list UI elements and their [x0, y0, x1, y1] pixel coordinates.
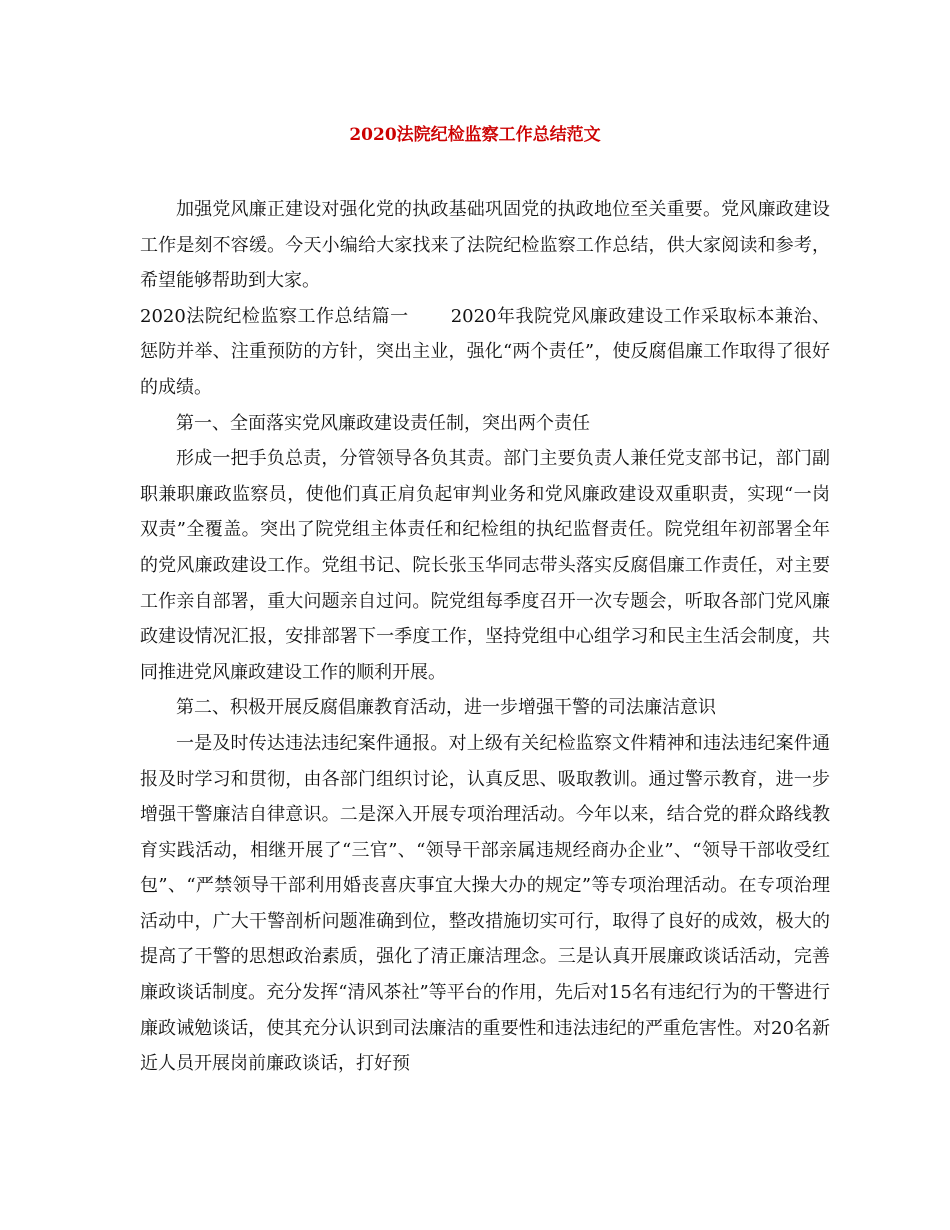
document-body	[140, 192, 830, 1082]
section2-paragraph: 一是及时传达违法违纪案件通报。对上级有关纪检监察文件精神和违法违纪案件通报及时学习和贯彻，由各部门组织讨论，认真反思、吸取教训。通过警示教育，进一步增强干警廉洁自律意识。二是深入开展专项治理活动。今年以来，结合党的群众路线教育实践活动，相继开展了“三官”、“领导干部亲属违规经商办企业”、“领导干部收受红包”、“严禁领导干部利用婚丧喜庆事宜大操大办的规定”等专项治理活动。在专项治理活动中，广大干警剖析问题准确到位，整改措施切实可行，取得了良好的成效，极大的提高了干警的思想政治素质，强化了清正廉洁理念。三是认真开展廉政谈话活动，完善廉政谈话制度。充分发挥“清风茶社”等平台的作用，先后对15名有违纪行为的干警进行廉政诫勉谈话，使其充分认识到司法廉洁的重要性和违法违纪的严重危害性。对20名新近人员开展岗前廉政谈话，打好预	[140, 732, 830, 1075]
part-paragraph	[140, 299, 830, 406]
section1-paragraph: 形成一把手负总责，分管领导各负其责。部门主要负责人兼任党支部书记，部门副职兼职廉政监察员，使他们真正肩负起审判业务和党风廉政建设双重职责，实现“一岗双责”全覆盖。突出了院党组主体责任和纪检组的执纪监督责任。院党组年初部署全年的党风廉政建设工作。党组书记、院长张玉华同志带头落实反腐倡廉工作责任，对主要工作亲自部署，重大问题亲自过问。院党组每季度召开一次专题会，听取各部门党风廉政建设情况汇报，安排部署下一季度工作，坚持党组中心组学习和民主生活会制度，共同推进党风廉政建设工作的顺利开展。	[140, 448, 830, 683]
part-first-paragraph: 2020年我院党风廉政建设工作采取标本兼治、惩防并举、注重预防的方针，突出主业，强化“两个责任”，使反腐倡廉工作取得了很好的成绩。	[140, 305, 831, 398]
section2-heading: 第二、积极开展反腐倡廉教育活动，进一步增强干警的司法廉洁意识	[176, 697, 716, 719]
intro-paragraph: 加强党风廉正建设对强化党的执政基础巩固党的执政地位至关重要。党风廉政建设工作是刻不容缓。今天小编给大家找来了法院纪检监察工作总结，供大家阅读和参考，希望能够帮助到大家。	[140, 199, 830, 292]
document-title: 2020法院纪检监察工作总结范文	[349, 125, 601, 145]
part-heading: 2020法院纪检监察工作总结篇一	[140, 305, 409, 327]
section1-heading: 第一、全面落实党风廉政建设责任制，突出两个责任	[176, 412, 590, 434]
